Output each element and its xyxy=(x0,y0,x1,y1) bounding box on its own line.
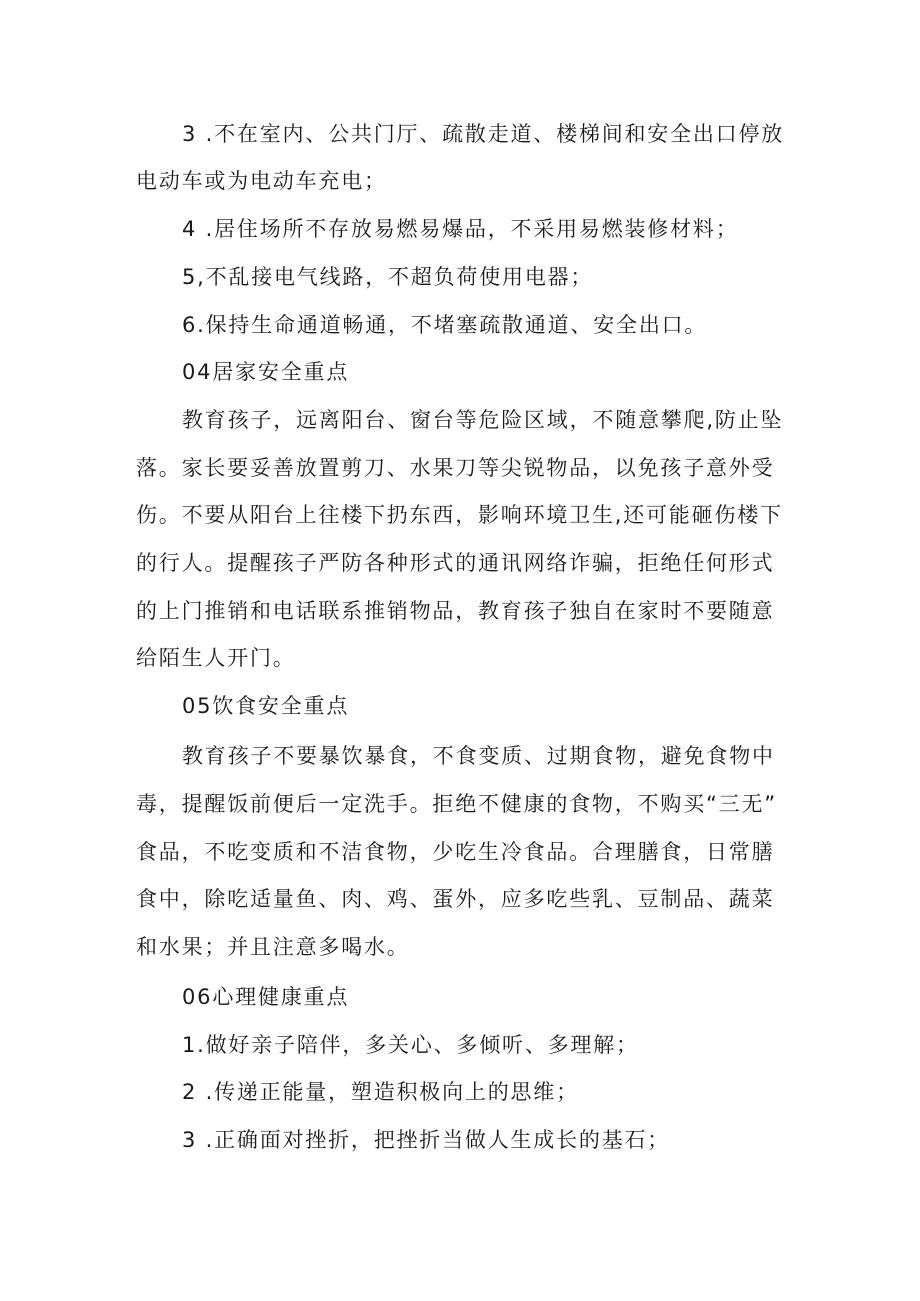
home-safety-line: 的行人。提醒孩子严防各种形式的通讯网络诈骗，拒绝任何形式 xyxy=(136,551,775,575)
mental-health-item: 3 .正确面对挫折，把挫折当做人生成长的基石； xyxy=(182,1128,671,1152)
home-safety-line: 的上门推销和电话联系推销物品，教育孩子独自在家时不要随意 xyxy=(136,599,775,623)
home-safety-line: 给陌生人开门。 xyxy=(136,646,296,670)
food-safety-line: 教育孩子不要暴饮暴食，不食变质、过期食物，避免食物中 xyxy=(182,744,775,768)
mental-health-item: 1.做好亲子陪伴，多关心、多倾听、多理解； xyxy=(182,1033,639,1057)
food-safety-heading: 05饮食安全重点 xyxy=(182,694,350,718)
home-safety-line: 落。家长要妥善放置剪刀、水果刀等尖锐物品，以免孩子意外受 xyxy=(136,456,775,480)
fire-item-3-line-1: 3 .不在室内、公共门厅、疏散走道、楼梯间和安全出口停放 xyxy=(182,122,785,146)
home-safety-line: 伤。不要从阳台上往楼下扔东西，影响环境卫生,还可能砸伤楼下 xyxy=(136,503,783,527)
fire-item-5: 5,不乱接电气线路，不超负荷使用电器； xyxy=(182,265,594,289)
fire-item-4: 4 .居住场所不存放易燃易爆品，不采用易燃装修材料； xyxy=(182,217,739,241)
home-safety-line: 教育孩子，远离阳台、窗台等危险区域，不随意攀爬,防止坠 xyxy=(182,408,784,432)
food-safety-line: 食品，不吃变质和不洁食物，少吃生冷食品。合理膳食，日常膳 xyxy=(136,840,775,864)
home-safety-heading: 04居家安全重点 xyxy=(182,360,350,384)
food-safety-line: 和水果；并且注意多喝水。 xyxy=(136,935,410,959)
food-safety-line: 毒，提醒饭前便后一定洗手。拒绝不健康的食物，不购买“三无” xyxy=(136,792,777,816)
fire-item-3-line-2: 电动车或为电动车充电； xyxy=(136,169,387,193)
mental-health-item: 2 .传递正能量，塑造积极向上的思维； xyxy=(182,1080,579,1104)
fire-item-6: 6.保持生命通道畅通，不堵塞疏散通道、安全出口。 xyxy=(182,313,708,337)
mental-health-heading: 06心理健康重点 xyxy=(182,985,350,1009)
food-safety-line: 食中，除吃适量鱼、肉、鸡、蛋外，应多吃些乳、豆制品、蔬菜 xyxy=(136,887,775,911)
